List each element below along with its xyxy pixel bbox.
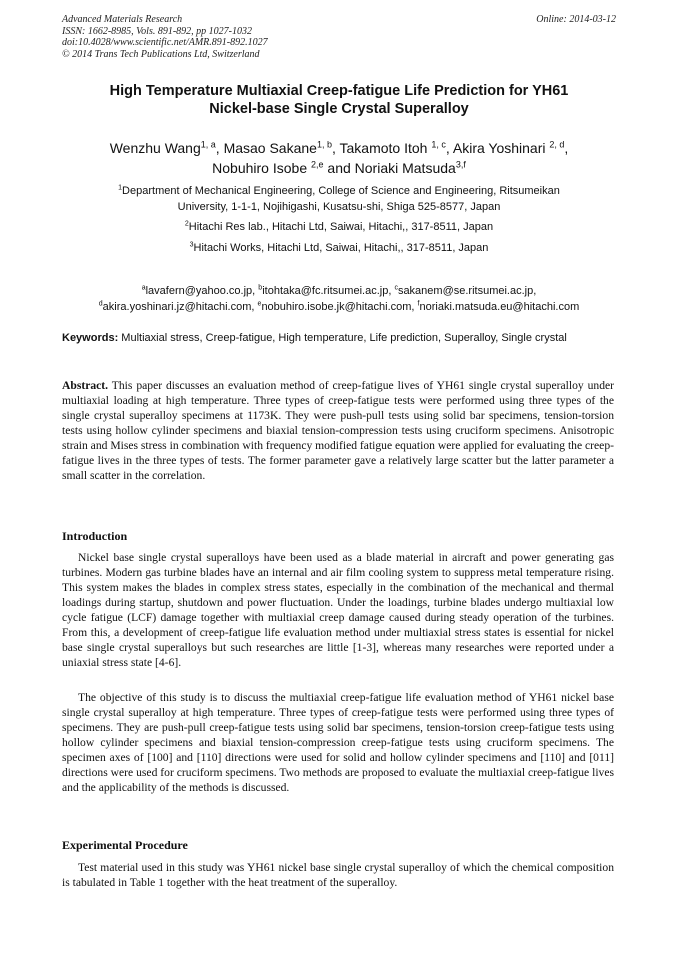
email-line-1: $^a$lavafern@yahoo.co.jp, $^b$itohtaka@fc.ritsumei.ac.jp, $^c$sakanem@se.ritsumei.ac.jp,: [141, 284, 537, 297]
author-name: Akira Yoshinari: [452, 140, 550, 156]
abstract-text: This paper discusses an evaluation method of creep-fatigue lives of YH61 single crystal superalloy under multiaxial loading at high temperature. Three types of creep-fatigue tests were performed using three types of the single crystal superalloy specimens at 1173K. They were push-pull tests using solid bar specimens, tension-torsion tests using hollow cylinder specimens and biaxial tension-compression tests using cruciform specimens. Anisotropic strain and Mises stress in combination with frequency modified fatigue equation were applied for evaluating the creep-fatigue lives in the three types of tests. The former parameter gave a relatively large scatter but the latter parameter a small scatter in the correlation.: [62, 379, 614, 482]
keywords-label: Keywords:: [62, 332, 119, 344]
journal-name: Advanced Materials Research: [62, 14, 183, 25]
email-list: [62, 283, 616, 315]
email-sup: d: [98, 300, 103, 308]
author-sup: 1, b: [316, 139, 332, 150]
author-sup: 2,e: [311, 159, 324, 170]
email-sup: f: [417, 300, 420, 308]
email-link[interactable]: sakanem@se.ritsumei.ac.jp: [397, 285, 534, 297]
intro-paragraph-1: Nickel base single crystal superalloys have been used as a blade material in aircraft and power generating gas turbines. Modern gas turbine blades have an internal and air film cooling system to suppress metal temperature rising. This system makes the blades in complex stress states, especially in the combination of the mechanical and thermal loadings during startup, shutdown and power fluctuation. Under the loadings, turbine blades undergo multiaxial low cycle fatigue (LCF) damage together with multiaxial creep damage caused during steady operation of the turbines. From this, a development of creep-fatigue life evaluation method under multiaxial stress states is essential for nickel base single crystal superalloys but such researches are little [1-3], whereas many researches were reported under a uniaxial stress state [4-6].: [62, 551, 614, 669]
email-link[interactable]: nobuhiro.isobe.jk@hitachi.com: [261, 301, 412, 313]
paper-title: [62, 82, 616, 118]
author-sup: 3,f: [455, 159, 466, 170]
author-name: Wenzhu Wang: [109, 140, 201, 156]
author-name: Noriaki Matsuda: [354, 160, 456, 176]
intro-paragraph-2: The objective of this study is to discuss the multiaxial creep-fatigue life evaluation method of YH61 nickel base single crystal superalloy at high temperature. Three types of creep-fatigue tests were performed using three types of specimens. They are push-pull creep-fatigue tests using solid bar specimens, tension-torsion creep-fatigue tests using hollow cylinder specimens and biaxial tension-compression creep-fatigue tests using cruciform specimens. The specimen axes of [100] and [110] directions were used for solid and hollow cylinder specimens and [110] and [011] directions were used for cruciform specimens. Two methods are proposed to evaluate the multiaxial creep-fatigue lives and the applicability of the methods is discussed.: [62, 691, 614, 794]
issn-line: ISSN: 1662-8985, Vols. 891-892, pp 1027-1032: [62, 25, 252, 37]
keywords-text: Multiaxial stress, Creep-fatigue, High temperature, Life prediction, Superalloy, Single crystal: [118, 332, 567, 344]
affiliation-text: Hitachi Res lab., Hitachi Ltd, Saiwai, Hitachi,, 317-8511, Japan: [188, 221, 494, 233]
title-line-2: Nickel-base Single Crystal Superalloy: [209, 101, 469, 117]
author-name: Takamoto Itoh: [339, 140, 432, 156]
journal-header: [62, 14, 616, 60]
author-line-1: [62, 138, 616, 158]
email-sup: c: [394, 284, 398, 292]
author-name: Masao Sakane: [223, 140, 317, 156]
affiliation-sup: 2: [184, 220, 189, 228]
affiliation-text: University, 1-1-1, Nojihigashi, Kusatsu-shi, Shiga 525-8577, Japan: [177, 201, 501, 213]
email-line-2: $^d$akira.yoshinari.jz@hitachi.com, $^e$nobuhiro.isobe.jk@hitachi.com, $^f$noriaki.matsuda.eu@hitachi.com: [98, 300, 580, 313]
author-separator: ,: [564, 140, 569, 156]
email-sup: b: [258, 284, 263, 292]
keywords: [62, 331, 616, 345]
email-link[interactable]: lavafern@yahoo.co.jp: [145, 285, 253, 297]
copyright-line: © 2014 Trans Tech Publications Ltd, Switzerland: [62, 48, 260, 60]
author-separator: ,: [215, 140, 224, 156]
author-list: [62, 138, 616, 178]
author-sup: 2, d: [549, 139, 565, 150]
email-sup: e: [257, 300, 262, 308]
author-sup: 1, c: [431, 139, 446, 150]
email-link[interactable]: itohtaka@fc.ritsumei.ac.jp: [262, 285, 389, 297]
experimental-paragraph-1: Test material used in this study was YH61 nickel base single crystal superalloy of which the chemical composition is tabulated in Table 1 together with the heat treatment of the superalloy.: [62, 861, 614, 889]
section-heading-experimental: Experimental Procedure: [62, 838, 188, 852]
abstract: [62, 378, 614, 483]
affiliation-text: Hitachi Works, Hitachi Ltd, Saiwai, Hitachi,, 317-8511, Japan: [193, 242, 489, 254]
email-link[interactable]: akira.yoshinari.jz@hitachi.com: [102, 301, 252, 313]
email-link[interactable]: noriaki.matsuda.eu@hitachi.com: [419, 301, 580, 313]
doi-line: doi:10.4028/www.scientific.net/AMR.891-892.1027: [62, 37, 268, 48]
affiliation-text: Department of Mechanical Engineering, College of Science and Engineering, Ritsumeikan: [122, 185, 560, 197]
affiliation-3: [62, 240, 616, 256]
author-separator: ,: [331, 140, 340, 156]
online-date: Online: 2014-03-12: [536, 14, 616, 25]
affiliation-sup: 3: [189, 241, 194, 249]
author-separator: ,: [445, 140, 453, 156]
title-line-1: High Temperature Multiaxial Creep-fatigue Life Prediction for YH61: [109, 83, 569, 99]
email-sup: a: [141, 284, 146, 292]
affiliation-1: [62, 183, 616, 215]
author-line-2: [62, 158, 616, 178]
abstract-label: Abstract.: [62, 379, 109, 392]
author-sup: 1, a: [200, 139, 216, 150]
author-name: Nobuhiro Isobe: [212, 160, 311, 176]
affiliation-sup: 1: [118, 184, 123, 192]
affiliation-2: [62, 219, 616, 235]
author-and: and: [327, 160, 355, 176]
section-heading-introduction: Introduction: [62, 529, 128, 543]
